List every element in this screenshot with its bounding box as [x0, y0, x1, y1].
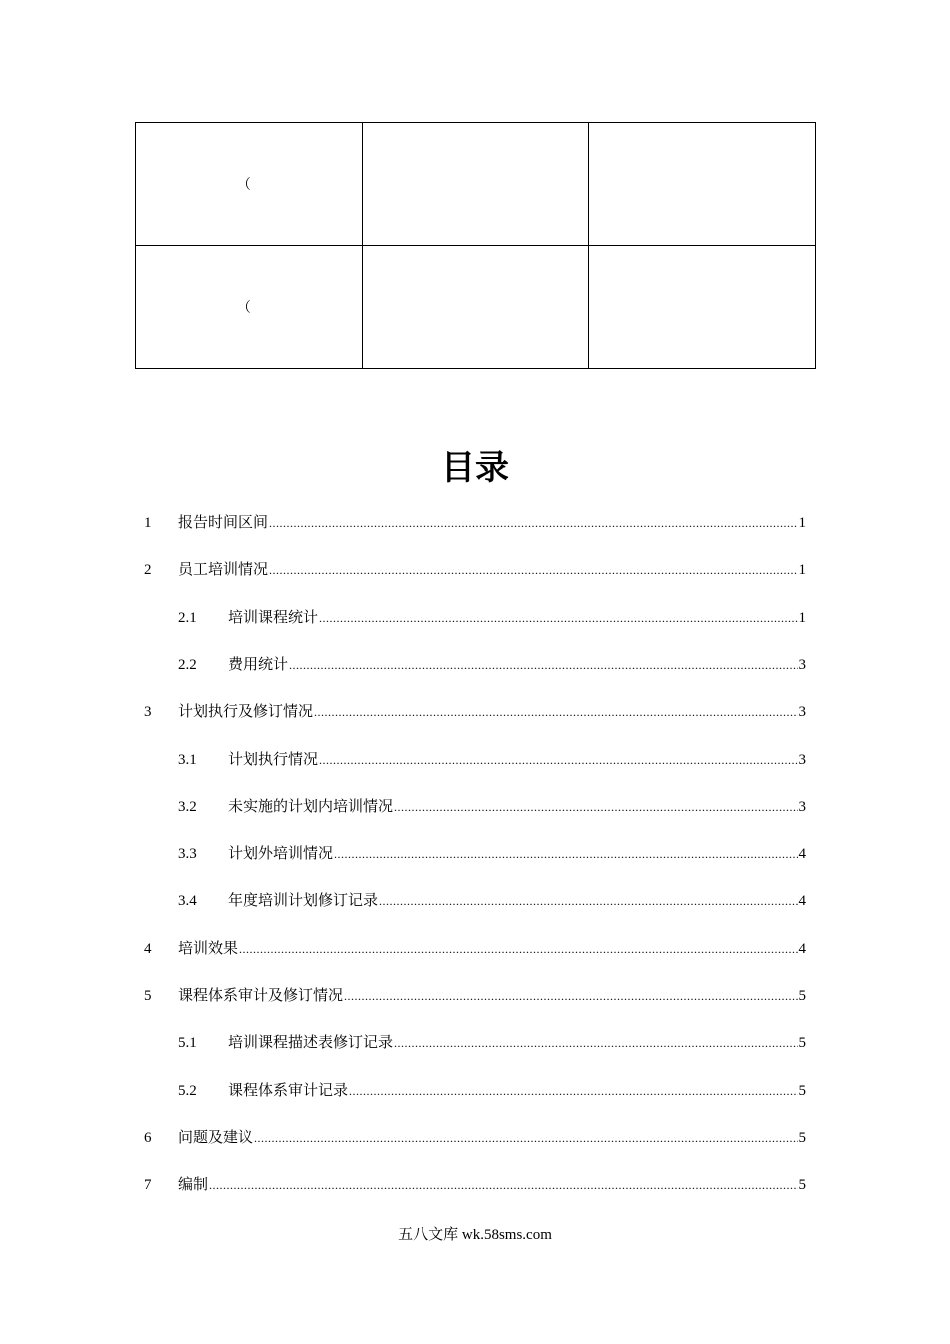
toc-entry-label: 员工培训情况 — [178, 562, 269, 579]
toc-entry-page: 5 — [798, 1129, 806, 1146]
toc-entry-page: 4 — [798, 893, 806, 910]
table-cell: （ — [136, 123, 363, 246]
toc-entry-label: 计划执行情况 — [228, 751, 319, 768]
toc-leader-dots — [239, 934, 797, 964]
toc-entry-number: 3.3 — [178, 846, 197, 863]
toc-entry-label: 年度培训计划修订记录 — [228, 893, 379, 910]
toc-entry-number: 3.1 — [178, 751, 197, 768]
toc-entry-number: 2.1 — [178, 609, 197, 626]
toc-entry-number: 2.2 — [178, 656, 197, 673]
toc-leader-dots — [349, 1076, 797, 1106]
table-cell — [589, 123, 816, 246]
toc-leader-dots — [289, 650, 797, 680]
toc-entry[interactable] — [178, 886, 806, 916]
toc-entry-page: 4 — [798, 846, 806, 863]
toc-entry[interactable] — [144, 508, 806, 538]
toc-entry-page: 3 — [798, 798, 806, 815]
toc-entry-number: 7 — [144, 1177, 152, 1194]
table-cell — [362, 123, 589, 246]
toc-entry-page: 3 — [798, 704, 806, 721]
toc-title: 目录 — [441, 448, 509, 488]
toc-entry-label: 未实施的计划内培训情况 — [228, 798, 394, 815]
toc-entry-page: 3 — [798, 656, 806, 673]
toc-entry-number: 1 — [144, 515, 152, 531]
toc-leader-dots — [319, 603, 797, 633]
table-row — [136, 123, 816, 246]
toc-leader-dots — [319, 745, 797, 775]
toc-entry-label: 课程体系审计记录 — [228, 1082, 349, 1099]
toc-entry[interactable] — [144, 1123, 806, 1153]
toc-entry-number: 4 — [144, 940, 152, 957]
toc-entry-page: 1 — [798, 515, 806, 531]
toc-entry[interactable] — [178, 1028, 806, 1058]
toc-leader-dots — [269, 508, 797, 538]
toc-entry[interactable] — [178, 1076, 806, 1106]
toc-leader-dots — [254, 1123, 797, 1153]
toc-entry[interactable] — [178, 792, 806, 822]
toc-entry-page: 5 — [798, 1177, 806, 1194]
toc-entry-page: 5 — [798, 1082, 806, 1099]
toc-entry-label: 问题及建议 — [178, 1129, 254, 1146]
toc-entry-label: 培训课程描述表修订记录 — [228, 1035, 394, 1052]
toc-entry-number: 6 — [144, 1129, 152, 1146]
toc-entry-page: 3 — [798, 751, 806, 768]
toc-entry[interactable] — [178, 603, 806, 633]
toc-entry-number: 3.2 — [178, 798, 197, 815]
toc-entry-label: 报告时间区间 — [178, 515, 269, 531]
toc-entry-label: 培训课程统计 — [228, 609, 319, 626]
toc-entry-label: 培训效果 — [178, 940, 239, 957]
toc-entry-number: 5.2 — [178, 1082, 197, 1099]
toc-entry-label: 编制 — [178, 1177, 209, 1194]
toc-leader-dots — [379, 886, 797, 916]
table-cell — [362, 246, 589, 369]
toc-entry-label: 计划执行及修订情况 — [178, 704, 314, 721]
toc-entry-number: 3 — [144, 704, 152, 721]
toc-entry[interactable] — [144, 555, 806, 585]
toc-leader-dots — [394, 792, 797, 822]
toc-entry-label: 费用统计 — [228, 656, 289, 673]
table-cell — [589, 246, 816, 369]
toc-entry-page: 5 — [798, 1035, 806, 1052]
toc-entry[interactable] — [144, 981, 806, 1011]
toc-entry[interactable] — [144, 1170, 806, 1200]
footer-watermark: 五八文库 wk.58sms.com — [398, 1227, 552, 1243]
toc-entry-number: 5 — [144, 988, 152, 1004]
table-row — [136, 246, 816, 369]
table-cell: （ — [136, 246, 363, 369]
toc-entry-label: 计划外培训情况 — [228, 846, 334, 863]
toc-entry-number: 5.1 — [178, 1035, 197, 1052]
toc-entry-page: 1 — [798, 609, 806, 626]
toc-leader-dots — [344, 981, 797, 1011]
toc-entry-number: 3.4 — [178, 893, 197, 910]
toc-entry-page: 5 — [798, 988, 806, 1004]
toc-leader-dots — [334, 839, 797, 869]
toc-leader-dots — [209, 1170, 797, 1200]
toc-entry-number: 2 — [144, 562, 152, 579]
toc-entry-label: 课程体系审计及修订情况 — [178, 988, 344, 1004]
toc-leader-dots — [269, 555, 797, 585]
signature-table — [135, 122, 816, 369]
toc-entry-page: 4 — [798, 940, 806, 957]
toc-entry[interactable] — [178, 650, 806, 680]
toc-entry[interactable] — [178, 745, 806, 775]
toc-entry[interactable] — [144, 697, 806, 727]
toc-leader-dots — [314, 697, 797, 727]
toc-entry-page: 1 — [798, 562, 806, 579]
toc-leader-dots — [394, 1028, 797, 1058]
toc-entry[interactable] — [144, 934, 806, 964]
toc-entry[interactable] — [178, 839, 806, 869]
